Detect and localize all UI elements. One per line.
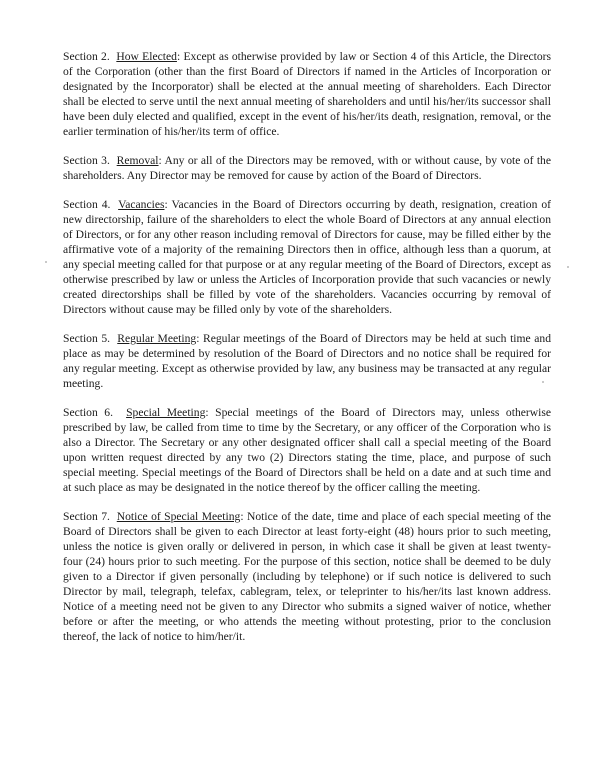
section-body: Vacancies in the Board of Directors occurring by death, resignation, creation of new directorship, failure of the shareholders to elect the whole Board of Directors at any annual election of Directors, or for any other reason including removal of Directors for cause, may be filled either by the affirmative vote of a majority of the remaining Directors then in office, although less than a quorum, at any special meeting called for that purpose or at any regular meeting of the Board of Directors, except as otherwise prescribed by law or unless the Articles of Incorporation provide that such vacancies or newly created directorships shall be filled by vote of the shareholders. Vacancies occurring by removal of Directors without cause may be filled only by vote of the shareholders. <box>63 198 551 316</box>
section-title: Special Meeting <box>126 406 206 419</box>
section-title: Vacancies <box>118 198 165 211</box>
bylaws-text <box>63 49 551 644</box>
section-number: Section 7. <box>63 510 110 523</box>
section-number: Section 4. <box>63 198 111 211</box>
section-4: Section 4. Vacancies: Vacancies in the Board of Directors occurring by death, resignation, creation of new directorship, failure of the shareholders to elect the whole Board of Directors at any annual election of Directors, or for any other reason including removal of Directors for cause, may be filled either by the affirmative vote of a majority of the remaining Directors then in office, although less than a quorum, at any special meeting called for that purpose or at any regular meeting of the Board of Directors, except as otherwise prescribed by law or unless the Articles of Incorporation provide that such vacancies or newly created directorships shall be filled by vote of the shareholders. Vacancies occurring by removal of Directors without cause may be filled only by vote of the shareholders. <box>63 198 551 316</box>
scan-speck <box>45 261 47 263</box>
scan-speck <box>542 381 544 383</box>
section-2: Section 2. How Elected: Except as otherwise provided by law or Section 4 of this Article, the Directors of the Corporation (other than the first Board of Directors if named in the Articles of Incorporation or designated by the Incorporator) shall be elected at the annual meeting of shareholders. Each Director shall be elected to serve until the next annual meeting of shareholders and until his/her/its successor shall have been duly elected and qualified, except in the event of his/her/its death, resignation, removal, or the earlier termination of his/her/its term of office. <box>63 50 552 138</box>
section-title: How Elected <box>116 50 177 63</box>
section-5: Section 5. Regular Meeting: Regular meetings of the Board of Directors may be held at such time and place as may be determined by resolution of the Board of Directors and no notice shall be required for any regular meeting. Except as otherwise provided by law, any business may be transacted at any regular meeting. <box>63 332 551 390</box>
section-title: Removal <box>116 154 159 167</box>
section-6: Section 6. Special Meeting: Special meetings of the Board of Directors may, unless otherwise prescribed by law, be called from time to time by the Secretary, or any officer of the Corporation who is also a Director. The Secretary or any other designated officer shall call a special meeting of the Board upon written request directed by any two (2) Directors stating the time, place, and purpose of such special meeting. Special meetings of the Board of Directors shall be held on a date and at such time and at such place as may be designated in the notice thereof by the officer calling the meeting. <box>63 406 552 494</box>
scan-speck <box>567 266 569 268</box>
section-body: Regular meetings of the Board of Directors may be held at such time and place as may be determined by resolution of the Board of Directors and no notice shall be required for any regular meeting. Except as otherwise provided by law, any business may be transacted at any regular meeting. <box>63 332 551 390</box>
section-body: Notice of the date, time and place of each special meeting of the Board of Directors shall be given to each Director at least forty-eight (48) hours prior to such meeting, unless the notice is given orally or delivered in person, in which case it shall be given at least twenty-four (24) hours prior to such meeting. For the purpose of this section, notice shall be deemed to be duly given to a Director if given personally (including by telephone) or if such notice is delivered to such Director by mail, telegraph, telefax, cablegram, telex, or teleprinter to his/her/its last known address. Notice of a meeting need not be given to any Director who submits a signed waiver of notice, whether before or after the meeting, or who attends the meeting without protesting, prior to the conclusion thereof, the lack of notice to him/her/it. <box>63 510 552 643</box>
section-title: Notice of Special Meeting <box>116 510 241 523</box>
section-3: Section 3. Removal: Any or all of the Directors may be removed, with or without cause, by vote of the shareholders. Any Director may be removed for cause by action of the Board of Directors. <box>63 154 552 182</box>
section-body: Any or all of the Directors may be removed, with or without cause, by vote of the shareholders. Any Director may be removed for cause by action of the Board of Directors. <box>63 154 552 182</box>
section-number: Section 6. <box>63 406 114 419</box>
section-title: Regular Meeting <box>117 332 197 345</box>
section-number: Section 3. <box>63 154 110 167</box>
section-number: Section 5. <box>63 332 111 345</box>
section-number: Section 2. <box>63 50 110 63</box>
section-body: Except as otherwise provided by law or Section 4 of this Article, the Directors of the Corporation (other than the first Board of Directors if named in the Articles of Incorporation or designated by the Incorporator) shall be elected at the annual meeting of shareholders. Each Director shall be elected to serve until the next annual meeting of shareholders and until his/her/its successor shall have been duly elected and qualified, except in the event of his/her/its death, resignation, removal, or the earlier termination of his/her/its term of office. <box>63 50 552 138</box>
section-body: Special meetings of the Board of Directors may, unless otherwise prescribed by law, be called from time to time by the Secretary, or any officer of the Corporation who is also a Director. The Secretary or any other designated officer shall call a special meeting of the Board upon written request directed by any two (2) Directors stating the time, place, and purpose of such special meeting. Special meetings of the Board of Directors shall be held on a date and at such time and at such place as may be designated in the notice thereof by the officer calling the meeting. <box>63 406 552 494</box>
section-7: Section 7. Notice of Special Meeting: Notice of the date, time and place of each special meeting of the Board of Directors shall be given to each Director at least forty-eight (48) hours prior to such meeting, unless the notice is given orally or delivered in person, in which case it shall be given at least twenty-four (24) hours prior to such meeting. For the purpose of this section, notice shall be deemed to be duly given to a Director if given personally (including by telephone) or if such notice is delivered to such Director by mail, telegraph, telefax, cablegram, telex, or teleprinter to his/her/its last known address. Notice of a meeting need not be given to any Director who submits a signed waiver of notice, whether before or after the meeting, or who attends the meeting without protesting, prior to the conclusion thereof, the lack of notice to him/her/it. <box>63 510 552 643</box>
